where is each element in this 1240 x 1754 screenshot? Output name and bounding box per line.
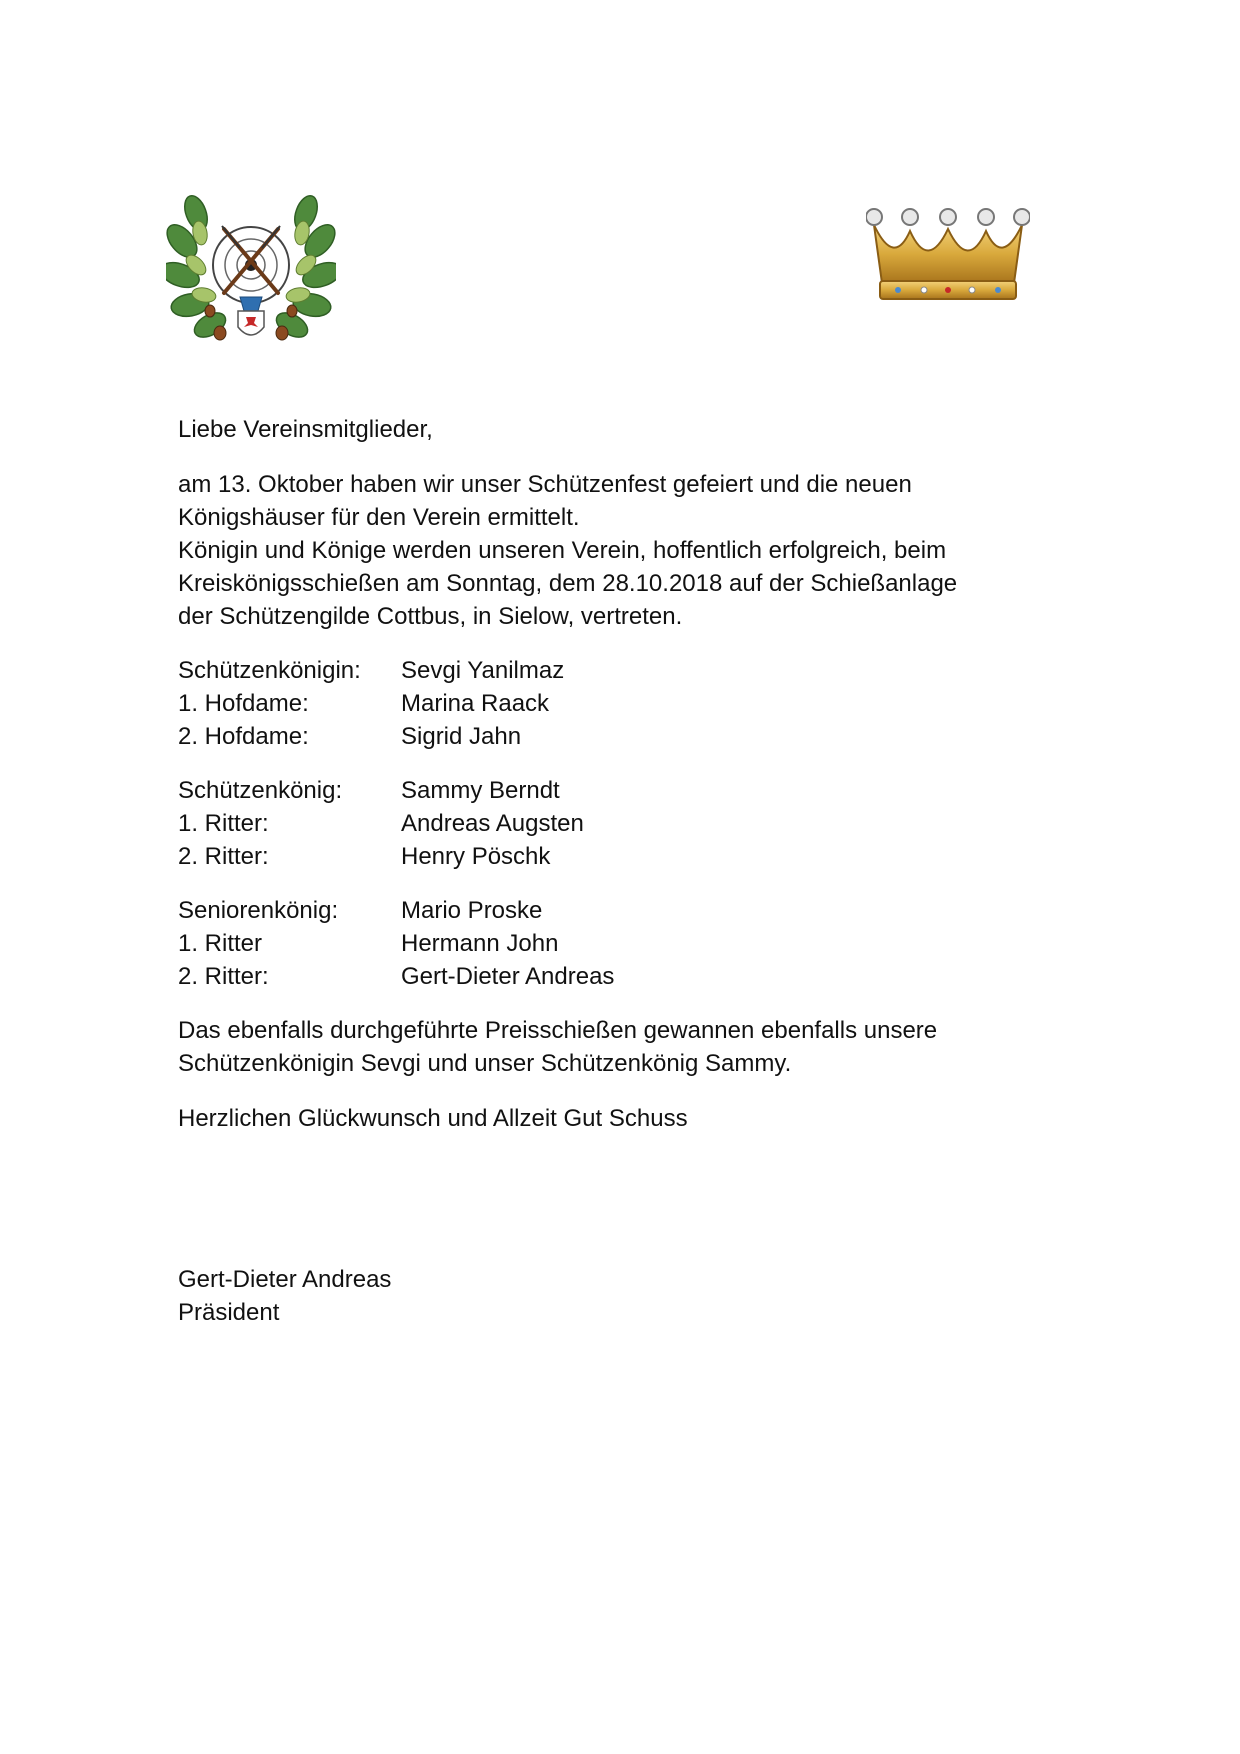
greeting: Liebe Vereinsmitglieder, [178,416,433,443]
king-group [178,774,1078,873]
role-label: 2. Ritter: [178,963,269,990]
person-name: Sigrid Jahn [401,723,522,750]
role-label: 2. Hofdame: [178,723,309,750]
intro-line: Kreiskönigsschießen am Sonntag, dem 28.10.2018 auf der Schießanlage [178,570,958,597]
role-label: 1. Ritter: [178,810,269,837]
person-name: Marina Raack [401,690,550,717]
title-row [178,807,1078,840]
title-row [178,960,1078,993]
crown-icon [866,205,1030,309]
role-label: 1. Ritter [178,930,263,957]
signature-name: Gert-Dieter Andreas [178,1266,392,1293]
signature-title: Präsident [178,1299,280,1326]
title-row [178,720,1078,753]
role-label: 1. Hofdame: [178,690,309,717]
title-row [178,654,1078,687]
title-row [178,927,1078,960]
intro-line: am 13. Oktober haben wir unser Schützenfest gefeiert und die neuen [178,471,912,498]
intro-paragraph [178,468,1078,633]
closing-line: Das ebenfalls durchgeführte Preisschießen gewannen ebenfalls unsere [178,1017,938,1044]
closing-paragraph [178,1014,1078,1080]
closing-line: Schützenkönigin Sevgi und unser Schützenkönig Sammy. [178,1050,792,1077]
role-label: Schützenkönigin: [178,657,361,684]
title-row [178,774,1078,807]
congratulation-line: Herzlichen Glückwunsch und Allzeit Gut Schuss [178,1105,688,1132]
person-name: Gert-Dieter Andreas [401,963,615,990]
intro-line: Königin und Könige werden unseren Verein, hoffentlich erfolgreich, beim [178,537,947,564]
letter-body [178,413,1078,1329]
role-label: Seniorenkönig: [178,897,339,924]
queen-group [178,654,1078,753]
title-row [178,840,1078,873]
title-row [178,687,1078,720]
person-name: Henry Pöschk [401,843,551,870]
senior-king-group [178,894,1078,993]
role-label: Schützenkönig: [178,777,343,804]
title-row [178,894,1078,927]
role-label: 2. Ritter: [178,843,269,870]
club-emblem-icon [166,193,336,345]
person-name: Hermann John [401,930,559,957]
intro-line: der Schützengilde Cottbus, in Sielow, vertreten. [178,603,683,630]
person-name: Andreas Augsten [401,810,584,837]
person-name: Mario Proske [401,897,543,924]
intro-line: Königshäuser für den Verein ermittelt. [178,504,580,531]
person-name: Sammy Berndt [401,777,560,804]
person-name: Sevgi Yanilmaz [401,657,565,684]
